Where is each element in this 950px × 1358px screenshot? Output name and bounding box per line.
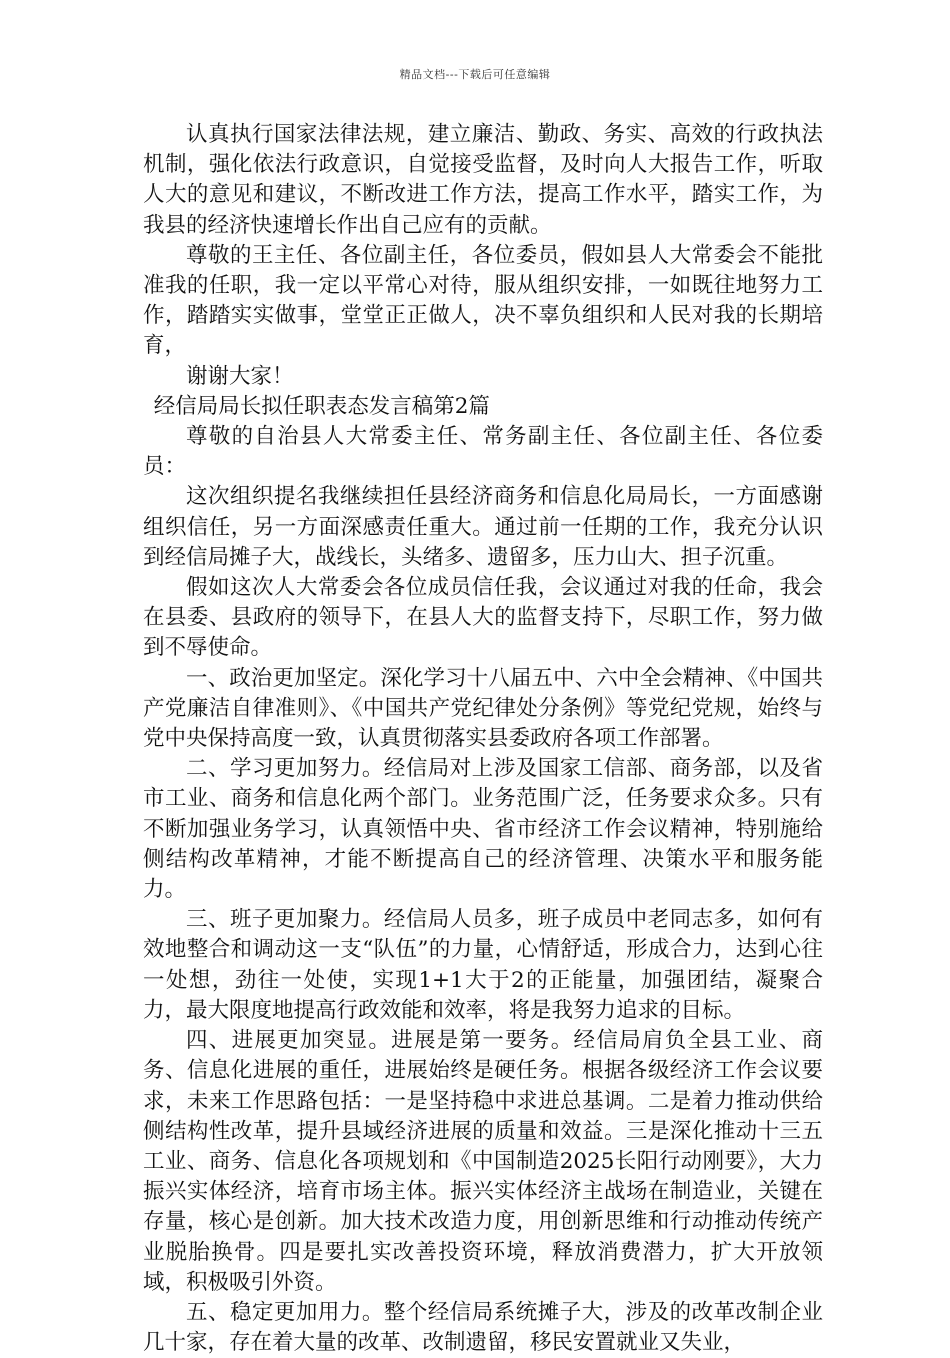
document-body (143, 120, 823, 1358)
section-heading: 经信局局长拟任职表态发言稿第2篇 (153, 393, 490, 419)
paragraph: 四、进展更加突显。进展是第一要务。经信局肩负全县工业、商务、信息化进展的重任，进展始终是硬任务。根据各级经济工作会议要求，未来工作思路包括：一是坚持稳中求进总基调。二是着力推动供给侧结构性改革，提升县域经济进展的质量和效益。三是深化推动十三五工业、商务、信息化各项规划和《中国制造2025长阳行动刚要》，大力振兴实体经济，培育市场主体。振兴实体经济主战场在制造业，关键在存量，核心是创新。加大技术改造力度，用创新思维和行动推动传统产业脱胎换骨。四是要扎实改善投资环境，释放消费潜力，扩大开放领域，积极吸引外资。 (143, 1028, 823, 1295)
paragraph: 三、班子更加聚力。经信局人员多，班子成员中老同志多，如何有效地整合和调动这一支“队伍”的力量，心情舒适，形成合力，达到心往一处想，劲往一处使，实现1+1大于2的正能量，加强团结，凝聚合力，最大限度地提高行政效能和效率，将是我努力追求的目标。 (143, 907, 823, 1023)
paragraph: 五、稳定更加用力。整个经信局系统摊子大，涉及的改革改制企业几十家，存在着大量的改革、改制遗留，移民安置就业又失业， (143, 1299, 823, 1356)
paragraph: 一、政治更加坚定。深化学习十八届五中、六中全会精神、《中国共产党廉洁自律准则》、《中国共产党纪律处分条例》等党纪党规，始终与党中央保持高度一致，认真贯彻落实县委政府各项工作部署。 (143, 665, 823, 752)
paragraph: 认真执行国家法律法规，建立廉洁、勤政、务实、高效的行政执法机制，强化依法行政意识，自觉接受监督，及时向人大报告工作，听取人大的意见和建议，不断改进工作方法，提高工作水平，踏实工作，为我县的经济快速增长作出自己应有的贡献。 (143, 122, 823, 238)
paragraph: 这次组织提名我继续担任县经济商务和信息化局局长，一方面感谢组织信任，另一方面深感责任重大。通过前一任期的工作，我充分认识到经信局摊子大，战线长，头绪多、遗留多，压力山大、担子沉重。 (143, 484, 823, 570)
paragraph: 二、学习更加努力。经信局对上涉及国家工信部、商务部，以及省市工业、商务和信息化两个部门。业务范围广泛，任务要求众多。只有不断加强业务学习，认真领悟中央、省市经济工作会议精神，特别施给侧结构改革精神，才能不断提高自己的经济管理、决策水平和服务能力。 (143, 756, 823, 903)
paragraph: 尊敬的自治县人大常委主任、常务副主任、各位副主任、各位委员： (143, 424, 823, 480)
paragraph: 尊敬的王主任、各位副主任，各位委员，假如县人大常委会不能批准我的任职，我一定以平常心对待，服从组织安排，一如既往地努力工作，踏踏实实做事，堂堂正正做人，决不辜负组织和人民对我的长期培育， (143, 242, 823, 359)
paragraph: 假如这次人大常委会各位成员信任我，会议通过对我的任命，我会在县委、县政府的领导下，在县人大的监督支持下，尽职工作，努力做到不辱使命。 (143, 575, 823, 661)
page-header: 精品文档---下载后可任意编辑 (399, 68, 551, 81)
paragraph: 谢谢大家！ (186, 363, 294, 389)
